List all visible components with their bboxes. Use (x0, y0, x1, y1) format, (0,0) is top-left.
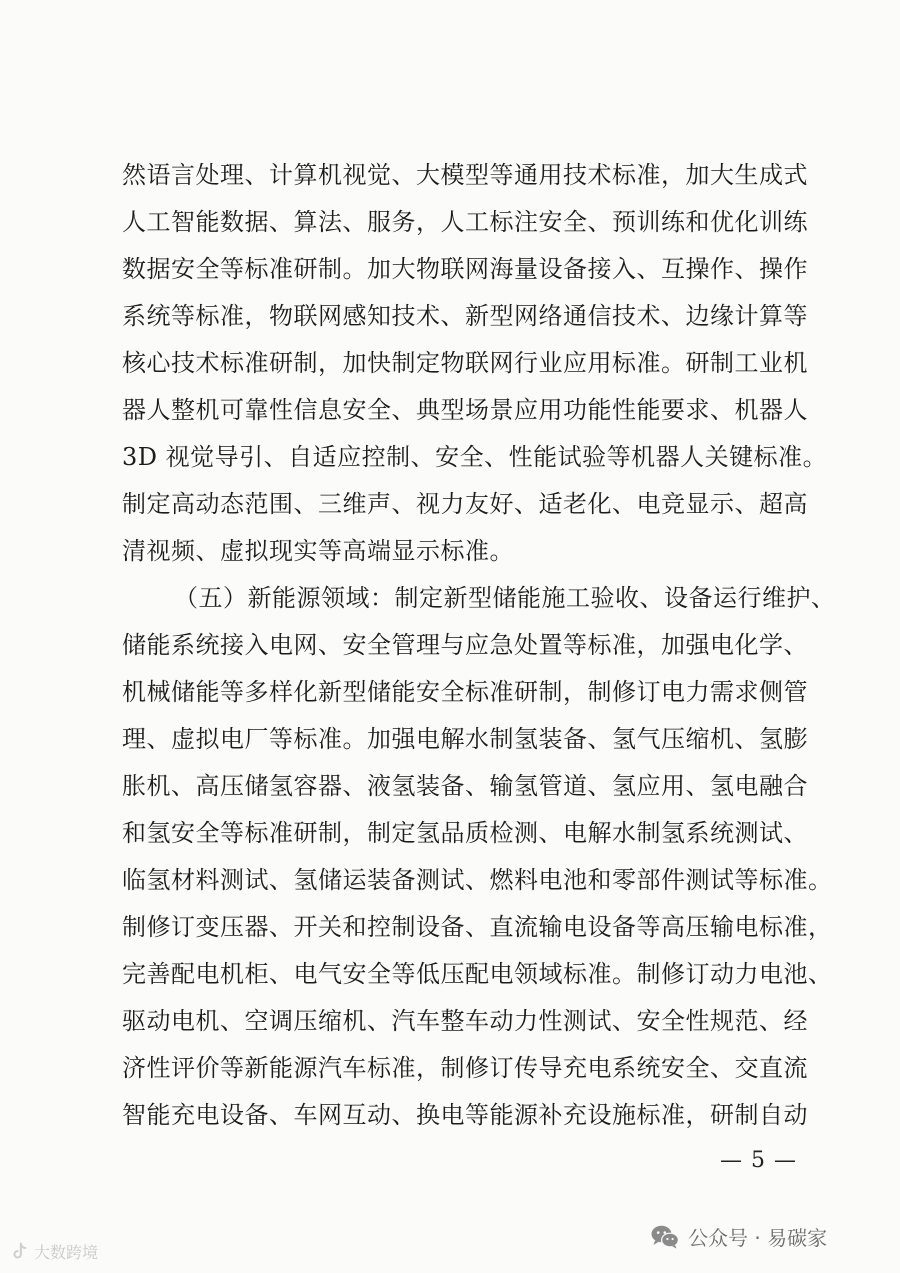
text-line: 智能充电设备、车网互动、换电等能源补充设施标准，研制自动 (122, 1101, 808, 1129)
text-line: 临氢材料测试、氢储运装备测试、燃料电池和零部件测试等标准。 (122, 866, 833, 894)
text-line: 核心技术标准研制，加快制定物联网行业应用标准。研制工业机 (122, 349, 808, 377)
section-heading-line: （五）新能源领域：制定新型储能施工验收、设备运行维护、 (174, 584, 836, 612)
text-line: 数据安全等标准研制。加大物联网海量设备接入、互操作、操作 (122, 255, 808, 283)
text-line: 制定高动态范围、三维声、视力友好、适老化、电竞显示、超高 (122, 490, 808, 518)
text-line: 驱动电机、空调压缩机、汽车整车动力性测试、安全性规范、经 (122, 1007, 808, 1035)
text-line: 器人整机可靠性信息安全、典型场景应用功能性能要求、机器人 (122, 396, 808, 424)
text-line: 然语言处理、计算机视觉、大模型等通用技术标准，加大生成式 (122, 161, 808, 189)
text-line: 和氢安全等标准研制，制定氢品质检测、电解水制氢系统测试、 (122, 819, 808, 847)
text-line: 机械储能等多样化新型储能安全标准研制，制修订电力需求侧管 (122, 678, 808, 706)
text-line: 胀机、高压储氢容器、液氢装备、输氢管道、氢应用、氢电融合 (122, 772, 808, 800)
tiktok-icon (8, 1241, 30, 1263)
text-line: 理、虚拟电厂等标准。加强电解水制氢装备、氢气压缩机、氢膨 (122, 725, 808, 753)
watermark-right-text: 公众号 · 易碳家 (688, 1226, 828, 1250)
watermark-right (650, 1222, 827, 1251)
text-line: 储能系统接入电网、安全管理与应急处置等标准，加强电化学、 (122, 631, 808, 659)
text-line: 制修订变压器、开关和控制设备、直流输电设备等高压输电标准， (122, 913, 833, 941)
text-line: 清视频、虚拟现实等高端显示标准。 (122, 537, 514, 565)
watermark-left-text: 大数跨境 (34, 1243, 99, 1262)
text-line: 完善配电机柜、电气安全等低压配电领域标准。制修订动力电池、 (122, 960, 833, 988)
page-number: — 5 — (720, 1148, 797, 1173)
body-text (122, 152, 836, 1139)
wechat-icon (650, 1224, 680, 1250)
text-line: 济性评价等新能源汽车标准，制修订传导充电系统安全、交直流 (122, 1054, 808, 1082)
text-line: 3D 视觉导引、自适应控制、安全、性能试验等机器人关键标准。 (122, 443, 828, 471)
watermark-left (8, 1240, 98, 1263)
text-line: 系统等标准，物联网感知技术、新型网络通信技术、边缘计算等 (122, 302, 808, 330)
text-line: 人工智能数据、算法、服务，人工标注安全、预训练和优化训练 (122, 208, 808, 236)
